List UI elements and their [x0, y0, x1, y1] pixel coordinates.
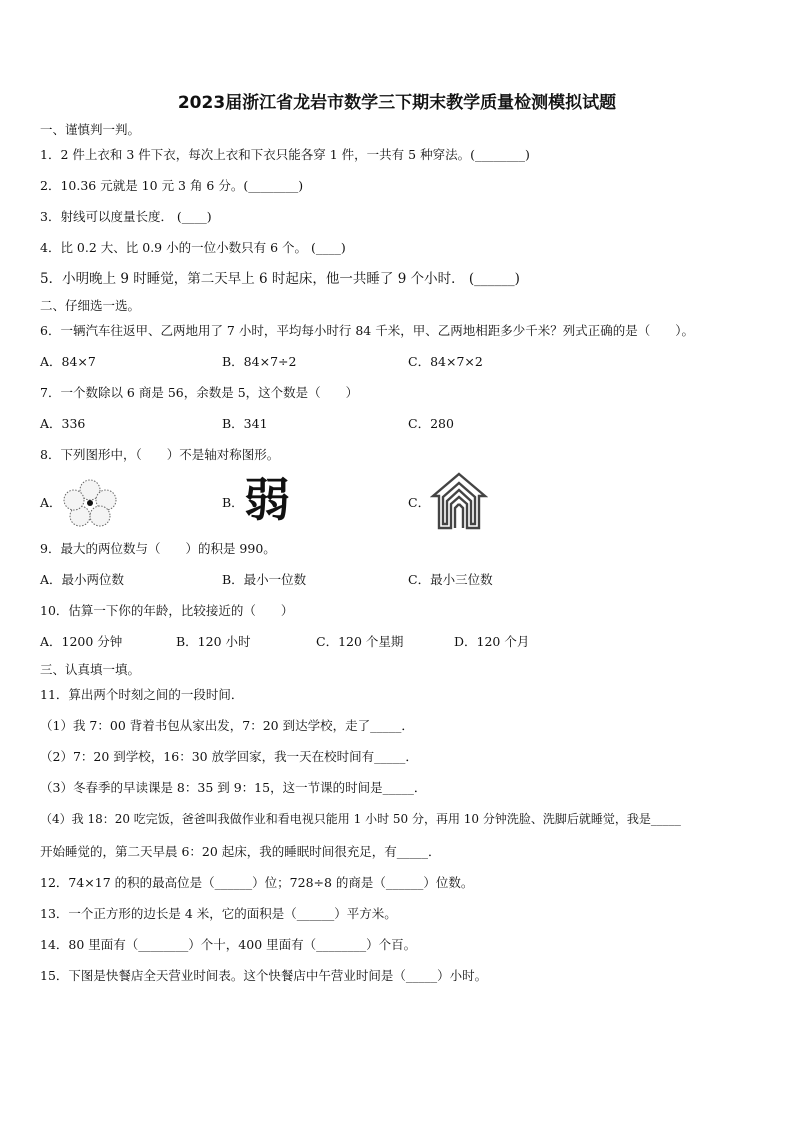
- character-ruo-figure: 弱: [244, 473, 290, 527]
- q9-option-a: A．最小两位数: [40, 572, 125, 587]
- flower-figure: [62, 478, 118, 528]
- q9-option-c: C．最小三位数: [408, 572, 493, 587]
- q8-label-b: B．: [222, 495, 244, 510]
- q6-option-b: B．84×7÷2: [222, 354, 297, 369]
- question-10: 10．估算一下你的年龄，比较接近的（ ）: [40, 603, 294, 618]
- question-2: 2．10.36 元就是 10 元 3 角 6 分。(________): [40, 178, 304, 193]
- question-14: 14．80 里面有（________）个十，400 里面有（________）个百。: [40, 937, 417, 952]
- section3-heading: 三、认真填一填。: [40, 662, 141, 677]
- question-12: 12．74×17 的积的最高位是（______）位；728÷8 的商是（______）位数。: [40, 875, 474, 890]
- q10-option-d: D．120 个月: [454, 634, 530, 649]
- question-6: 6．一辆汽车往返甲、乙两地用了 7 小时，平均每小时行 84 千米，甲、乙两地相距多少千米？列式正确的是（ ）。: [40, 323, 694, 338]
- question-15: 15．下图是快餐店全天营业时间表。这个快餐店中午营业时间是（_____）小时。: [40, 968, 488, 983]
- question-3: 3．射线可以度量长度． (____): [40, 209, 212, 224]
- section1-heading: 一、谨慎判一判。: [40, 122, 141, 137]
- section2-heading: 二、仔细选一选。: [40, 298, 141, 313]
- question-11-3: （3）冬春季的早读课是 8：35 到 9：15，这一节课的时间是_____．: [40, 780, 427, 795]
- question-11-1: （1）我 7：00 背着书包从家出发，7：20 到达学校，走了_____．: [40, 718, 414, 733]
- question-11-4-line1: （4）我 18：20 吃完饭，爸爸叫我做作业和看电视只能用 1 小时 50 分，再用 10 分钟洗脸、洗脚后就睡觉，我是_____: [40, 812, 681, 826]
- q6-option-c: C．84×7×2: [408, 354, 483, 369]
- question-5: 5．小明晚上 9 时睡觉，第二天早上 6 时起床，他一共睡了 9 个小时． (______): [40, 271, 520, 287]
- question-11: 11．算出两个时刻之间的一段时间．: [40, 687, 244, 702]
- q6-option-a: A．84×7: [40, 354, 96, 369]
- question-1: 1．2 件上衣和 3 件下衣，每次上衣和下衣只能各穿 1 件，一共有 5 种穿法。(________): [40, 147, 530, 162]
- question-4: 4．比 0.2 大、比 0.9 小的一位小数只有 6 个。 (____): [40, 240, 346, 255]
- question-13: 13．一个正方形的边长是 4 米，它的面积是（______）平方米。: [40, 906, 397, 921]
- logo-figure: [430, 471, 488, 533]
- q9-option-b: B．最小一位数: [222, 572, 307, 587]
- q10-option-b: B．120 小时: [176, 634, 251, 649]
- q7-option-a: A．336: [40, 416, 86, 431]
- q8-label-c: C．: [408, 495, 431, 510]
- page-title: 2023届浙江省龙岩市数学三下期末教学质量检测模拟试题: [177, 93, 617, 113]
- q8-label-a: A．: [40, 495, 62, 510]
- question-8: 8．下列图形中，（ ）不是轴对称图形。: [40, 447, 280, 462]
- question-11-4-line2: 开始睡觉的，第二天早晨 6：20 起床，我的睡眠时间很充足，有_____．: [40, 844, 441, 859]
- q7-option-b: B．341: [222, 416, 268, 431]
- question-11-2: （2）7：20 到学校，16：30 放学回家，我一天在校时间有_____．: [40, 749, 418, 764]
- q7-option-c: C．280: [408, 416, 454, 431]
- q10-option-a: A．1200 分钟: [40, 634, 123, 649]
- q10-option-c: C．120 个星期: [316, 634, 404, 649]
- question-9: 9．最大的两位数与（ ）的积是 990。: [40, 541, 276, 556]
- question-7: 7．一个数除以 6 商是 56，余数是 5，这个数是（ ）: [40, 385, 359, 400]
